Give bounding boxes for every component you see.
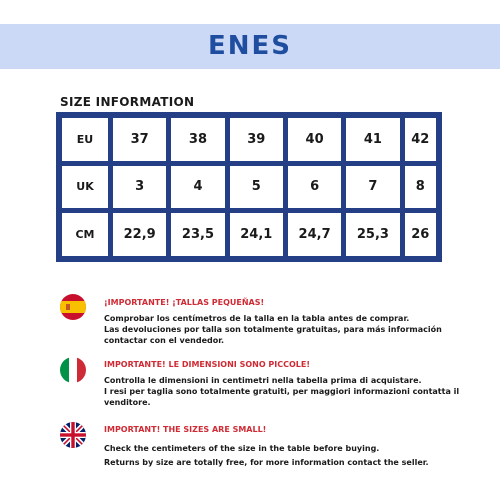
italy-flag-icon	[60, 357, 86, 383]
notice-line: Comprobar los centímetros de la talla en la tabla antes de comprar.	[104, 314, 410, 323]
table-cell: 3	[113, 166, 166, 209]
table-row-cm	[62, 213, 436, 256]
notice-line: contactar con el vendedor.	[104, 336, 225, 345]
table-cell: 4	[171, 166, 224, 209]
row-label: EU	[62, 118, 108, 161]
table-row-eu	[62, 118, 436, 161]
brand-logo: ENES	[207, 31, 292, 61]
notice-heading: IMPORTANT! THE SIZES ARE SMALL!	[104, 425, 267, 434]
notice-line: venditore.	[104, 398, 151, 407]
table-cell: 6	[288, 166, 341, 209]
table-cell: 26	[405, 213, 436, 256]
table-cell: 8	[405, 166, 436, 209]
table-cell: 24,1	[230, 213, 283, 256]
table-cell: 5	[230, 166, 283, 209]
table-cell: 42	[405, 118, 436, 161]
notice-line: Returns by size are totally free, for more information contact the seller.	[104, 458, 429, 467]
table-cell: 39	[230, 118, 283, 161]
row-label: CM	[62, 213, 108, 256]
notice-line: Las devoluciones por talla son totalmente gratuitas, para más información	[104, 325, 442, 334]
notice-line: I resi per taglia sono totalmente gratuiti, per maggiori informazioni contatta il	[104, 387, 460, 396]
table-cell: 41	[346, 118, 399, 161]
spain-flag-icon	[60, 294, 86, 320]
table-row-uk	[62, 166, 436, 209]
row-label: UK	[62, 166, 108, 209]
table-cell: 7	[346, 166, 399, 209]
notice-english	[104, 425, 474, 468]
size-information-title: SIZE INFORMATION	[60, 95, 195, 109]
table-cell: 22,9	[113, 213, 166, 256]
notice-heading: IMPORTANTE! LE DIMENSIONI SONO PICCOLE!	[104, 360, 310, 369]
table-cell: 37	[113, 118, 166, 161]
table-cell: 24,7	[288, 213, 341, 256]
uk-flag-icon	[60, 422, 86, 448]
table-cell: 23,5	[171, 213, 224, 256]
notice-heading: ¡IMPORTANTE! ¡TALLAS PEQUEÑAS!	[104, 298, 265, 307]
notice-spanish	[104, 298, 474, 346]
table-cell: 38	[171, 118, 224, 161]
notice-line: Controlla le dimensioni in centimetri nella tabella prima di acquistare.	[104, 376, 422, 385]
size-table	[56, 112, 442, 262]
notice-line: Check the centimeters of the size in the table before buying.	[104, 444, 380, 453]
table-cell: 40	[288, 118, 341, 161]
notice-italian	[104, 360, 474, 408]
table-cell: 25,3	[346, 213, 399, 256]
